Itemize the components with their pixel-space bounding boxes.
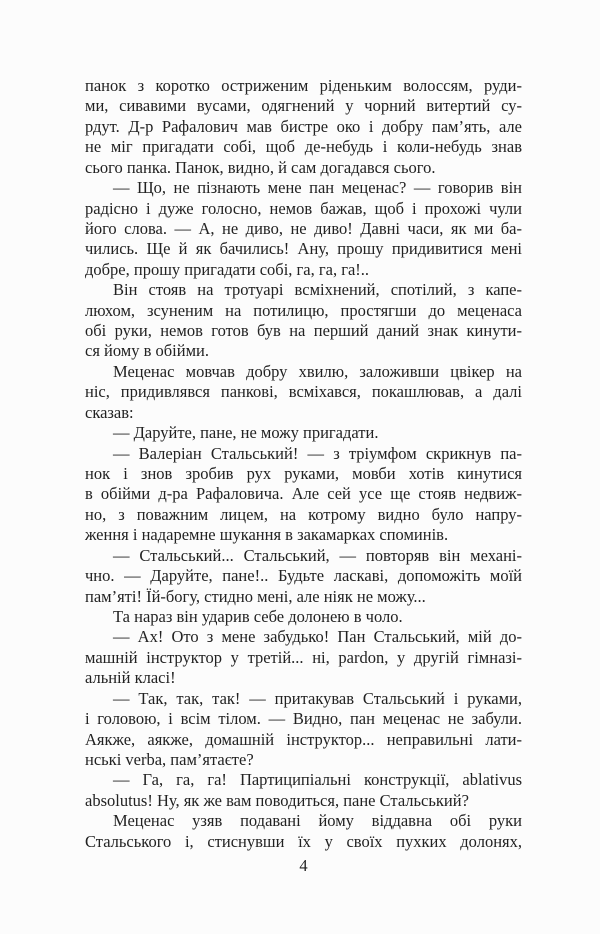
text-line: — Ах! Ото з мене забудько! Пан Стальський, мій до- xyxy=(113,627,522,647)
text-line: — Валеріан Стальський! — з тріумфом скрикнув па- xyxy=(113,443,522,463)
page-number: 4 xyxy=(299,856,308,875)
text-line: нок і знов зробив рух руками, мовби хотів кинутися xyxy=(85,464,522,484)
text-line: чились. Ще й як бачились! Ану, прошу придивитися мені xyxy=(85,239,522,259)
text-line: ніс, придивлявся панкові, всміхався, покашлював, а далі xyxy=(85,382,522,402)
text-line: — Га, га, га! Партиципіальні конструкції, ablativus xyxy=(113,770,522,790)
text-line: і головою, і всім тілом. — Видно, пан меценас не забули. xyxy=(85,709,522,729)
text-line: в обійми д-ра Рафаловича. Але сей усе ще стояв недвиж- xyxy=(85,484,522,504)
text-line: Меценас узяв подавані йому віддавна обі руки xyxy=(113,811,522,831)
text-line: Меценас мовчав добру хвилю, заложивши цвікер на xyxy=(113,361,522,381)
text-line: ження і надаремне шукання в закамарках споминів. xyxy=(85,525,449,545)
text-line: Аякже, аякже, домашній інструктор... неправильні лати- xyxy=(85,729,522,749)
text-line: рдут. Д-р Рафалович мав бистре око і добру пам’ять, але xyxy=(85,116,522,136)
text-line: но, з поважним лицем, на котрому видно було напру- xyxy=(85,504,522,524)
text-line: сього панка. Панок, видно, й сам догадався сього. xyxy=(85,157,436,177)
text-line: ся йому в обійми. xyxy=(85,341,209,361)
text-line: — Стальський... Стальський, — повторяв він механі- xyxy=(113,545,522,565)
text-line: — Даруйте, пане, не можу пригадати. xyxy=(113,423,379,443)
text-line: нські verba, пам’ятаєте? xyxy=(85,749,254,769)
text-line: панок з коротко остриженим ріденьким волоссям, руди- xyxy=(85,76,522,95)
text-line: Він стояв на тротуарі всміхнений, спотілий, з капе- xyxy=(113,280,522,300)
text-line: альній класі! xyxy=(85,668,176,688)
text-line: absolutus! Ну, як же вам поводиться, пане Стальський? xyxy=(85,790,469,810)
text-line: — Що, не пізнають мене пан меценас? — говорив він xyxy=(113,178,522,198)
text-line: добре, прошу пригадати собі, га, га, га!.. xyxy=(85,259,370,279)
text-line: сказав: xyxy=(85,402,134,422)
text-line: його слова. — А, не диво, не диво! Давні часи, як ми ба- xyxy=(85,218,522,238)
text-line: пам’яті! Їй-богу, стидно мені, але ніяк не можу... xyxy=(85,586,426,606)
text-line: люхом, зсуненим на потилицю, простягши до меценаса xyxy=(85,300,522,320)
text-line: обі руки, немов готов був на перший даний знак кинути- xyxy=(85,321,522,341)
text-line: Та нараз він ударив себе долонею в чоло. xyxy=(113,606,403,626)
text-line: не міг пригадати собі, щоб де-небудь і коли-небудь знав xyxy=(85,137,522,157)
text-line: машній інструктор у третій... ні, pardon, у другій гімназі- xyxy=(85,647,522,667)
text-line: радісно і дуже голосно, немов бажав, щоб і прохожі чули xyxy=(85,198,522,218)
text-line: ми, сивавими вусами, одягнений у чорний витертий су- xyxy=(85,96,522,116)
text-line: Стальського і, стиснувши їх у своїх пухких долонях, xyxy=(85,831,522,851)
text-line: — Так, так, так! — притакував Стальський і руками, xyxy=(113,688,522,708)
book-page xyxy=(85,76,522,852)
text-line: чно. — Даруйте, пане!.. Будьте ласкаві, допоможіть моїй xyxy=(85,566,522,586)
